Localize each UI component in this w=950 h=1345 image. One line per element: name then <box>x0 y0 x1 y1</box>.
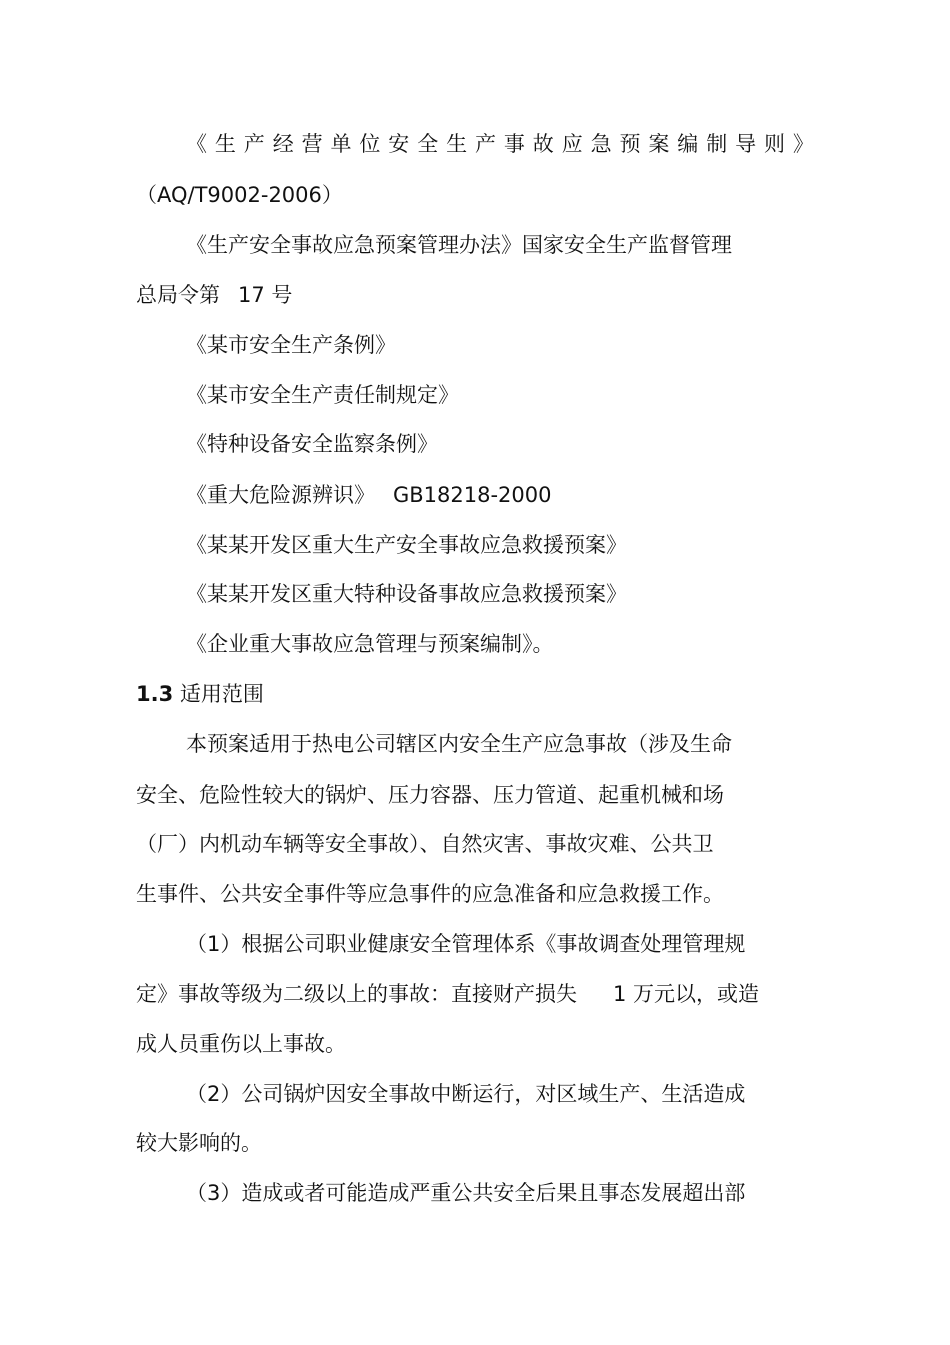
section-number: 1.3 <box>136 682 174 706</box>
item-2-line-1: （2）公司锅炉因安全事故中断运行，对区域生产、生活造成 <box>186 1082 746 1106</box>
scope-line-2: 安全、危险性较大的锅炉、压力容器、压力管道、起重机械和场 <box>136 783 724 807</box>
ref-order-label: 总局令第 <box>136 283 220 307</box>
ref-standard-code: （AQ/T9002-2006） <box>136 183 343 207</box>
item-2-line-2: 较大影响的。 <box>136 1131 262 1155</box>
ref-hazard-code: GB18218-2000 <box>393 483 552 507</box>
ref-order-value: 17 号 <box>238 283 293 307</box>
item-3-line-1: （3）造成或者可能造成严重公共安全后果且事态发展超出部 <box>186 1181 746 1205</box>
scope-line-1: 本预案适用于热电公司辖区内安全生产应急事故（涉及生命 <box>186 732 732 756</box>
item-1-line-3: 成人员重伤以上事故。 <box>136 1032 346 1056</box>
section-heading <box>136 679 264 709</box>
ref-enterprise-plan: 《企业重大事故应急管理与预案编制》。 <box>186 632 554 656</box>
item-1-line-2 <box>136 979 759 1009</box>
ref-order-number <box>136 280 292 310</box>
scope-line-4: 生事件、公共安全事件等应急事件的应急准备和应急救援工作。 <box>136 882 724 906</box>
item-1-line-1: （1）根据公司职业健康安全管理体系《事故调查处理管理规 <box>186 932 746 956</box>
item-1-amount: 1 万元以，或造 <box>613 982 760 1006</box>
ref-special-equipment: 《特种设备安全监察条例》 <box>186 432 438 456</box>
ref-zone-safety-plan: 《某某开发区重大生产安全事故应急救援预案》 <box>186 533 627 557</box>
section-title: 适用范围 <box>179 682 264 706</box>
ref-hazard-identification <box>186 480 552 510</box>
ref-city-regulation: 《某市安全生产条例》 <box>186 333 396 357</box>
ref-city-responsibility: 《某市安全生产责任制规定》 <box>186 383 459 407</box>
ref-compilation-guide: 《生产经营单位安全生产事故应急预案编制导则》 <box>186 132 822 156</box>
item-1-line-2-text: 定》事故等级为二级以上的事故：直接财产损失 <box>136 982 577 1006</box>
ref-zone-equipment-plan: 《某某开发区重大特种设备事故应急救援预案》 <box>186 582 627 606</box>
scope-line-3: （厂）内机动车辆等安全事故）、自然灾害、事故灾难、公共卫 <box>136 832 714 856</box>
ref-management-measures: 《生产安全事故应急预案管理办法》国家安全生产监督管理 <box>186 233 732 257</box>
ref-hazard-title: 《重大危险源辨识》 <box>186 483 375 507</box>
